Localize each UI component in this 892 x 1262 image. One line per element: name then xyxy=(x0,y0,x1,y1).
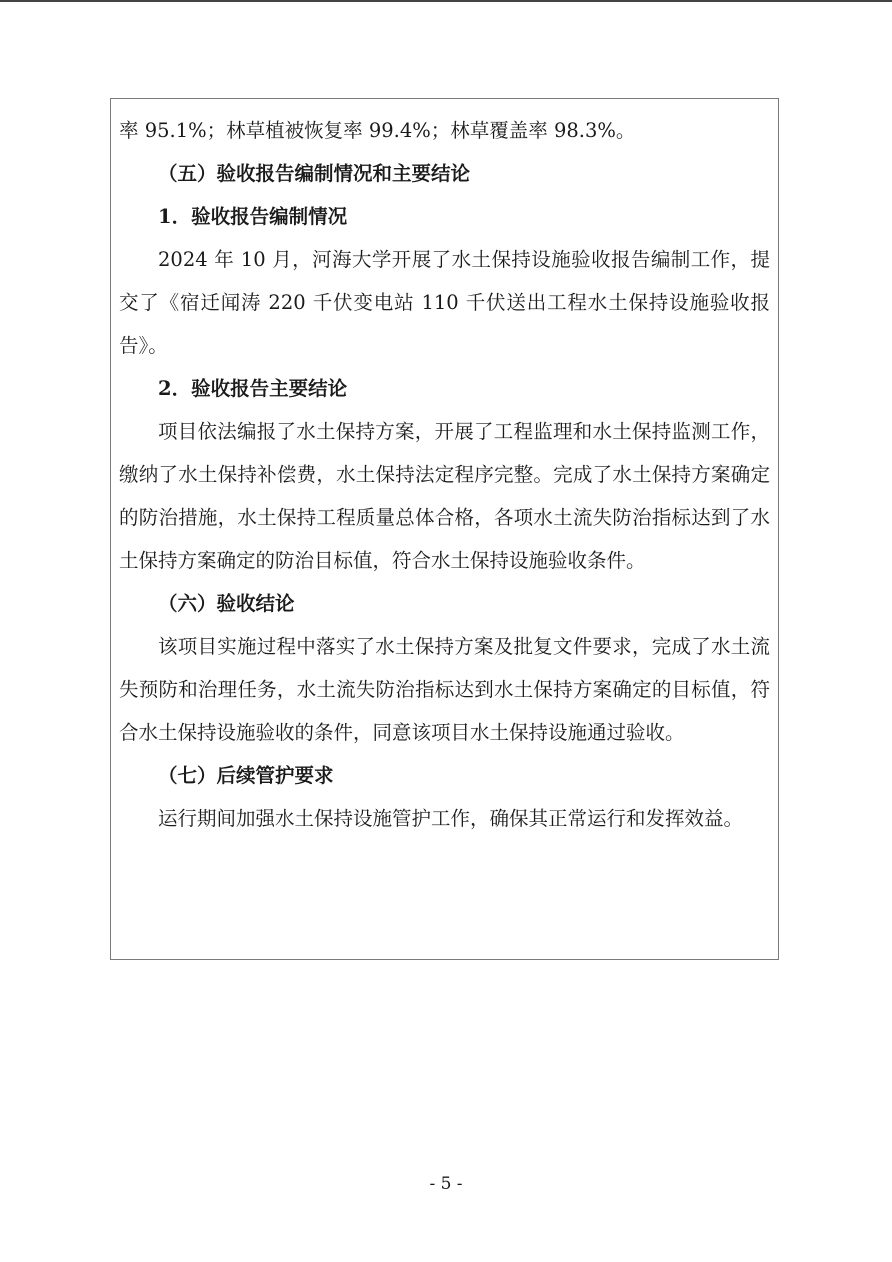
paragraph-report-conclusions: 项目依法编报了水土保持方案，开展了工程监理和水土保持监测工作，缴纳了水土保持补偿费，水土保持法定程序完整。完成了水土保持方案确定的防治措施，水土保持工程质量总体合格，各项水土流失防治指标达到了水土保持方案确定的防治目标值，符合水土保持设施验收条件。 xyxy=(119,420,770,572)
paragraph-maintenance-requirements: 运行期间加强水土保持设施管护工作，确保其正常运行和发挥效益。 xyxy=(158,807,744,830)
paragraph-acceptance-conclusion: 该项目实施过程中落实了水土保持方案及批复文件要求，完成了水土流失预防和治理任务，水土流失防治指标达到水土保持方案确定的目标值，符合水土保持设施验收的条件，同意该项目水土保持设施通过验收。 xyxy=(119,635,770,744)
paragraph-report-preparation: 2024 年 10 月，河海大学开展了水土保持设施验收报告编制工作，提交了《宿迁闻涛 220 千伏变电站 110 千伏送出工程水土保持设施验收报告》。 xyxy=(119,248,770,357)
document-body xyxy=(119,109,770,840)
subheading-report-conclusions: 2．验收报告主要结论 xyxy=(158,377,348,400)
top-border-line xyxy=(0,0,892,2)
page-number: - 5 - xyxy=(429,1174,463,1194)
section-heading-5: （五）验收报告编制情况和主要结论 xyxy=(158,162,471,185)
section-heading-7: （七）后续管护要求 xyxy=(158,764,334,787)
paragraph-indicators-continuation: 率 95.1%；林草植被恢复率 99.4%；林草覆盖率 98.3%。 xyxy=(119,119,636,142)
subheading-report-preparation: 1．验收报告编制情况 xyxy=(158,205,348,228)
section-heading-6: （六）验收结论 xyxy=(158,592,295,615)
content-frame xyxy=(110,98,779,960)
